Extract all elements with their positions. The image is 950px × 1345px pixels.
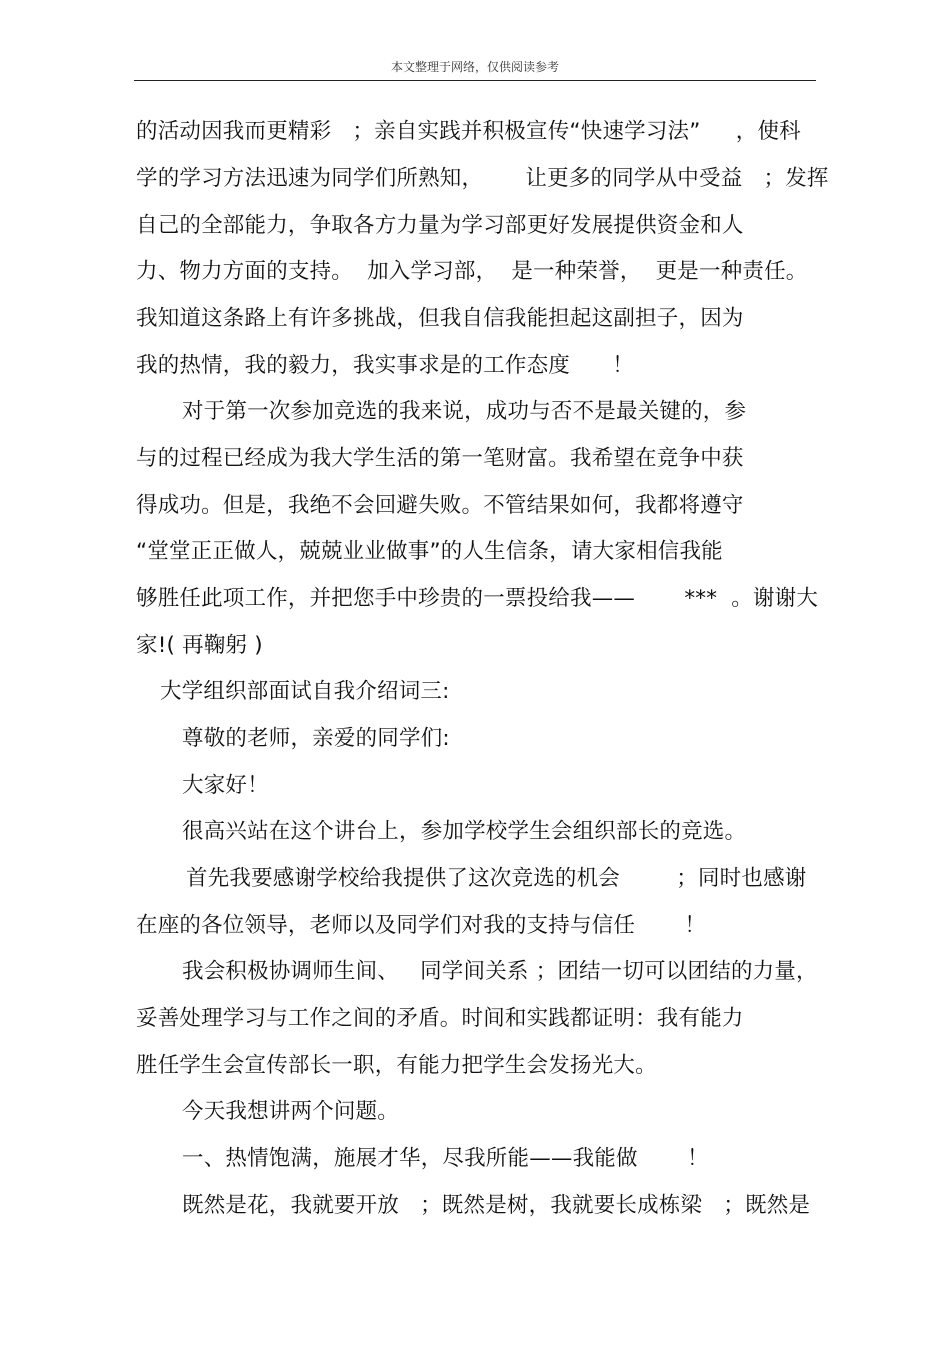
body-line: 学的学习方法迅速为同学们所熟知， 让更多的同学从中受益 ；发挥 bbox=[136, 166, 829, 191]
body-line: 很高兴站在这个讲台上，参加学校学生会组织部长的竞选。 bbox=[182, 819, 747, 844]
body-line: 对于第一次参加竞选的我来说，成功与否不是最关键的，参 bbox=[182, 399, 747, 424]
body-line: 妥善处理学习与工作之间的矛盾。时间和实践都证明：我有能力 bbox=[136, 1006, 744, 1031]
body-line: 家!( 再鞠躬 ) bbox=[136, 633, 263, 658]
body-line: 既然是花，我就要开放 ；既然是树，我就要长成栋梁 ；既然是 bbox=[182, 1193, 811, 1218]
body-line: 与的过程已经成为我大学生活的第一笔财富。我希望在竞争中获 bbox=[136, 446, 744, 471]
body-line: 力、物力方面的支持。 加入学习部， 是一种荣誉， 更是一种责任。 bbox=[136, 259, 808, 284]
body-line: 大学组织部面试自我介绍词三: bbox=[160, 679, 450, 704]
body-line: 自己的全部能力，争取各方力量为学习部更好发展提供资金和人 bbox=[136, 213, 744, 238]
body-line: 得成功。但是，我绝不会回避失败。不管结果如何，我都将遵守 bbox=[136, 493, 744, 518]
body-line: “堂堂正正做人，兢兢业业做事”的人生信条，请大家相信我能 bbox=[136, 539, 723, 564]
body-line: 在座的各位领导，老师以及同学们对我的支持与信任 ！ bbox=[136, 913, 707, 938]
body-line: 大家好！ bbox=[182, 773, 269, 798]
body-line: 我会积极协调师生间、 同学间关系 ；团结一切可以团结的力量， bbox=[182, 959, 818, 984]
body-line: 尊敬的老师，亲爱的同学们: bbox=[182, 726, 450, 751]
header-rule bbox=[134, 80, 816, 81]
body-line: 一、热情饱满，施展才华，尽我所能——我能做 ！ bbox=[182, 1146, 709, 1171]
body-line: 今天我想讲两个问题。 bbox=[182, 1099, 400, 1124]
body-line: 首先我要感谢学校给我提供了这次竞选的机会 ；同时也感谢 bbox=[186, 866, 807, 891]
body-line: 胜任学生会宣传部长一职，有能力把学生会发扬光大。 bbox=[136, 1053, 657, 1078]
body-line: 够胜任此项工作，并把您手中珍贵的一票投给我—— *** 。谢谢大 bbox=[136, 586, 819, 611]
body-line: 我知道这条路上有许多挑战，但我自信我能担起这副担子，因为 bbox=[136, 306, 744, 331]
body-line: 我的热情，我的毅力，我实事求是的工作态度 ！ bbox=[136, 353, 634, 378]
page-header: 本文整理于网络，仅供阅读参考 bbox=[390, 60, 559, 74]
body-line: 的活动因我而更精彩 ；亲自实践并积极宣传“快速学习法” ，使科 bbox=[136, 119, 801, 144]
